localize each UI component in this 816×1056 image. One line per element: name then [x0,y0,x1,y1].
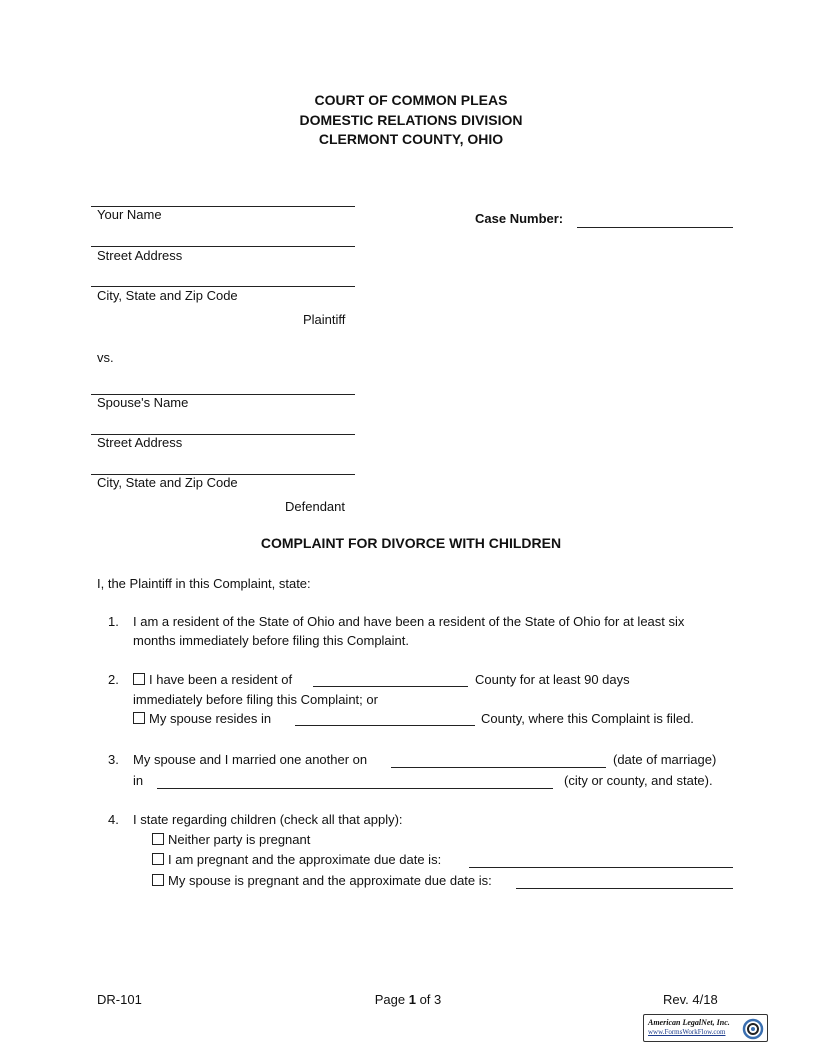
page-number: 1 [408,992,416,1007]
resident-county-field[interactable] [313,686,468,687]
case-number-line[interactable] [577,227,733,228]
plaintiff-street-label: Street Address [97,248,183,263]
item-1-line-2: months immediately before filing this Complaint. [133,633,410,648]
court-name: COURT OF COMMON PLEAS [314,92,508,108]
plaintiff-name-label: Your Name [97,207,162,222]
court-header [0,91,816,150]
item-2-option-2-pre: My spouse resides in [149,711,272,726]
intro-text: I, the Plaintiff in this Complaint, state: [97,576,311,591]
item-4-option-1-label: Neither party is pregnant [168,832,311,847]
item-2-option-1-post: County for at least 90 days [475,672,630,687]
plaintiff-city-label: City, State and Zip Code [97,288,238,303]
item-4-number: 4. [108,812,119,827]
vs-label: vs. [97,350,114,365]
item-3-in: in [133,773,144,788]
plaintiff-role: Plaintiff [303,312,346,327]
logo-swirl-icon [742,1018,764,1040]
spouse-due-date-field[interactable] [516,888,733,889]
case-number-label: Case Number: [475,211,564,226]
defendant-street-label: Street Address [97,435,183,450]
county-name: CLERMONT COUNTY, OHIO [318,131,504,147]
item-4-option-1 [152,832,310,847]
page-of: of 3 [419,992,442,1007]
item-3-post: (date of marriage) [613,752,717,767]
division-name: DOMESTIC RELATIONS DIVISION [299,111,523,128]
spouse-county-field[interactable] [295,725,475,726]
form-id: DR-101 [97,992,142,1007]
spouse-pregnant-checkbox[interactable] [152,874,164,886]
item-4-text: I state regarding children (check all that apply): [133,812,403,827]
item-1-number: 1. [108,614,119,629]
logo-company-name: American LegalNet, Inc. [648,1018,730,1027]
resident-county-checkbox[interactable] [133,673,145,685]
spouse-county-checkbox[interactable] [133,712,145,724]
item-2-option-1-pre: I have been a resident of [149,672,293,687]
american-legalnet-logo [643,1014,768,1042]
defendant-city-label: City, State and Zip Code [97,475,238,490]
my-due-date-field[interactable] [469,867,733,868]
defendant-role: Defendant [285,499,345,514]
logo-website: www.FormsWorkFlow.com [648,1028,726,1036]
item-4-option-3 [152,873,492,888]
item-2-number: 2. [108,672,119,687]
item-2-option-2-post: County, where this Complaint is filed. [481,711,694,726]
item-4-option-2 [152,852,441,867]
marriage-place-field[interactable] [157,788,553,789]
revision-label: Rev. 4/18 [663,992,718,1007]
item-2-option-2 [133,711,271,726]
item-3-pre: My spouse and I married one another on [133,752,368,767]
complaint-title: COMPLAINT FOR DIVORCE WITH CHILDREN [260,535,562,551]
item-1-line-1: I am a resident of the State of Ohio and have been a resident of the State of Ohio for at least six [133,614,685,629]
item-4-option-2-label: I am pregnant and the approximate due date is: [168,852,442,867]
defendant-name-label: Spouse's Name [97,395,189,410]
page-word: Page [374,992,406,1007]
plaintiff-city-line[interactable] [91,286,355,287]
item-4-option-3-label: My spouse is pregnant and the approximate due date is: [168,873,492,888]
neither-pregnant-checkbox[interactable] [152,833,164,845]
marriage-date-field[interactable] [391,767,606,768]
plaintiff-street-line[interactable] [91,246,355,247]
i-am-pregnant-checkbox[interactable] [152,853,164,865]
item-2-option-1-line-2: immediately before filing this Complaint; or [133,692,378,707]
item-2-option-1 [133,672,292,687]
item-3-post-2: (city or county, and state). [564,773,713,788]
item-3-number: 3. [108,752,119,767]
